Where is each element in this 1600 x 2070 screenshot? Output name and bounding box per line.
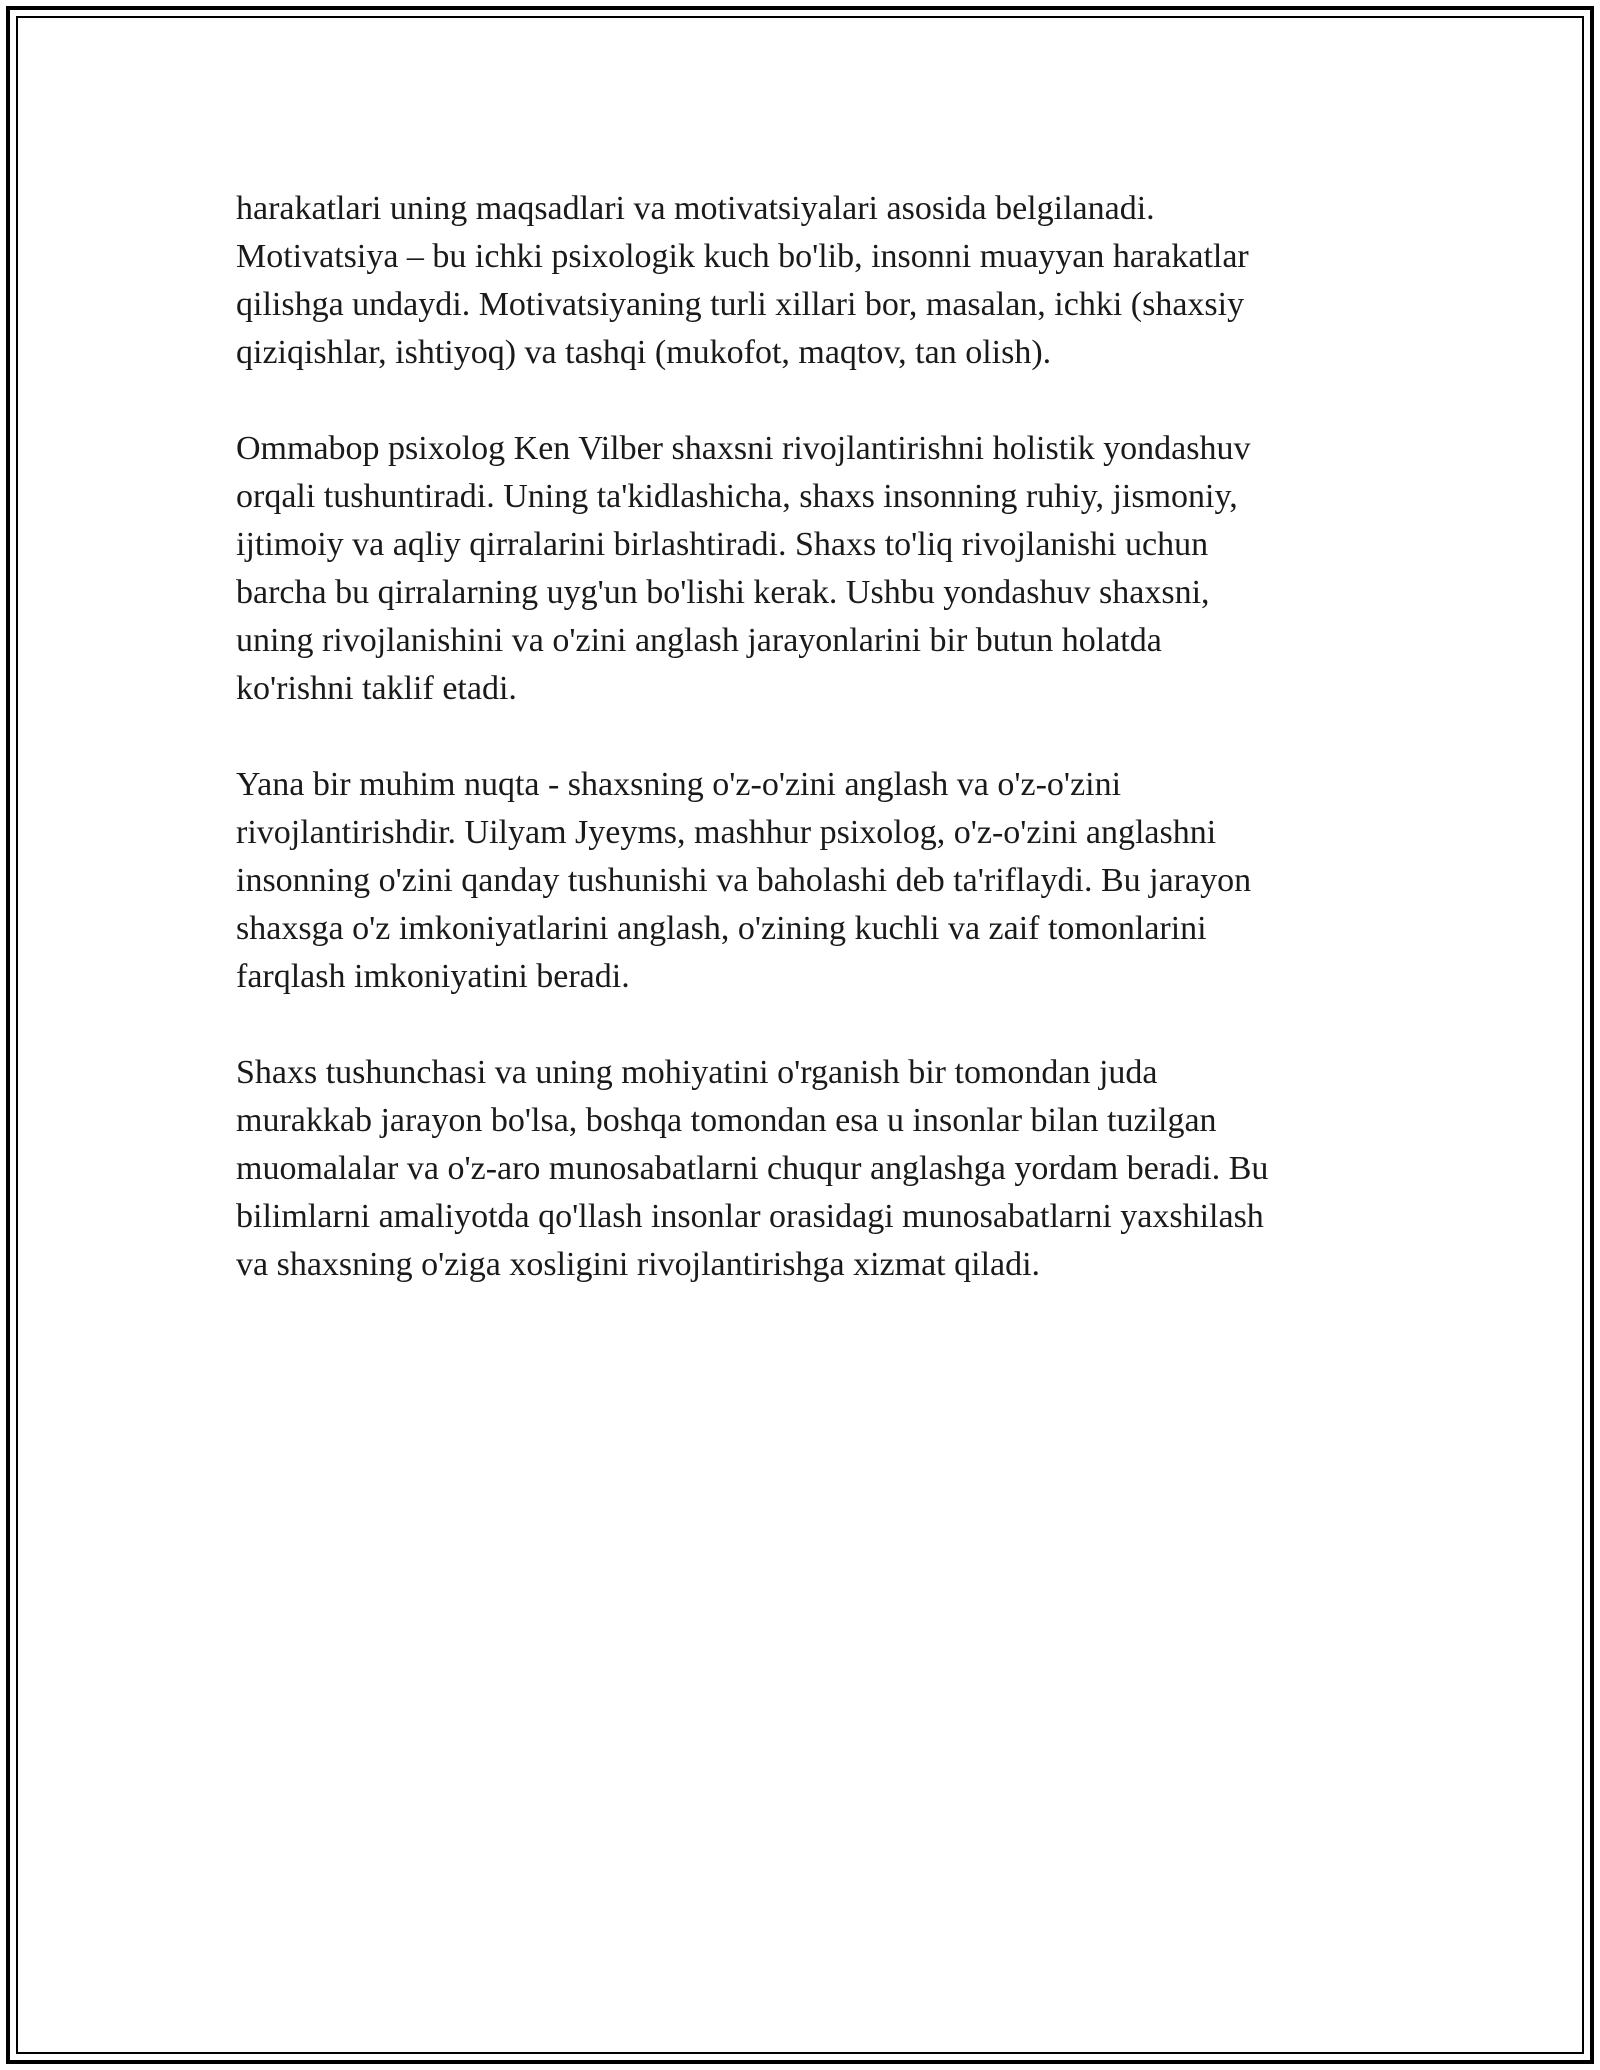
paragraph-conclusion: Shaxs tushunchasi va uning mohiyatini o'rganish bir tomondan juda murakkab jarayon bo'lsa, boshqa tomondan esa u insonlar bilan tuzilgan muomalalar va o'z-aro munosabatlarni chuqur anglashga yordam beradi. Bu bilimlarni amaliyotda qo'llash insonlar orasidagi munosabatlarni yaxshilash va shaxsning o'ziga xosligini rivojlantirishga xizmat qiladi. bbox=[236, 1054, 1269, 1283]
paragraph-ken-vilber: Ommabop psixolog Ken Vilber shaxsni rivojlantirishni holistik yondashuv orqali tushuntiradi. Uning ta'kidlashicha, shaxs insonning ruhiy, jismoniy, ijtimoiy va aqliy qirralarini birlashtiradi. Shaxs to'liq rivojlanishi uchun barcha bu qirralarning uyg'un bo'lishi kerak. Ushbu yondashuv shaxsni, uning rivojlanishini va o'zini anglash jarayonlarini bir butun holatda ko'rishni taklif etadi. bbox=[236, 430, 1251, 707]
paragraph-self-awareness: Yana bir muhim nuqta - shaxsning o'z-o'zini anglash va o'z-o'zini rivojlantirishdir. Uilyam Jyeyms, mashhur psixolog, o'z-o'zini anglashni insonning o'zini qanday tushunishi va baholashi deb ta'riflaydi. Bu jarayon shaxsga o'z imkoniyatlarini anglash, o'zining kuchli va zaif tomonlarini farqlash imkoniyatini beradi. bbox=[236, 766, 1252, 995]
document-body bbox=[236, 185, 1376, 1337]
paragraph-motivation: harakatlari uning maqsadlari va motivatsiyalari asosida belgilanadi. Motivatsiya – bu ichki psixologik kuch bo'lib, insonni muayyan harakatlar qilishga undaydi. Motivatsiyaning turli xillari bor, masalan, ichki (shaxsiy qiziqishlar, ishtiyoq) va tashqi (mukofot, maqtov, tan olish). bbox=[236, 190, 1249, 371]
